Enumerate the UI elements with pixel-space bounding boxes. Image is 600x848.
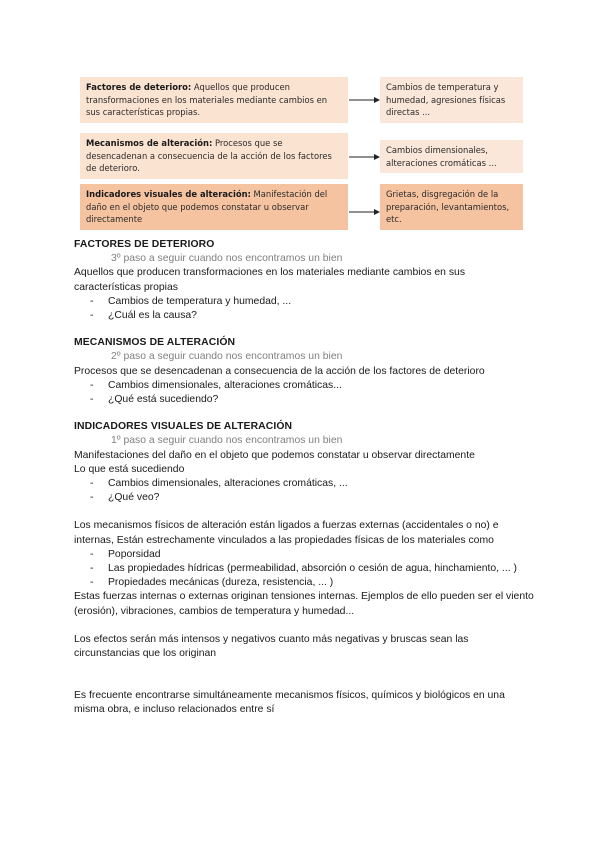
list-item: - Cambios de temperatura y humedad, ... — [74, 295, 534, 309]
list-item: - Cambios dimensionales, alteraciones cromáticas... — [74, 379, 534, 393]
diagram-box-indicadores — [80, 184, 348, 230]
bullet-list-factores — [74, 295, 534, 323]
diagram-definition-factores: Aquellos que producen transformaciones en los materiales mediante cambios en sus características propias. — [86, 82, 328, 118]
bullet-list-mecanismos — [74, 379, 534, 407]
list-item: - ¿Cuál es la causa? — [74, 309, 534, 323]
description-factores: Aquellos que producen transformaciones en los materiales mediante cambios en sus características propias — [74, 267, 466, 293]
paragraph-simultaneos: Es frecuente encontrarse simultáneamente mecanismos físicos, químicos y biológicos en una misma obra, e incluso relacionados entre sí — [74, 690, 505, 716]
diagram-box-mecanismos — [80, 133, 348, 179]
diagram-example-indicadores: Grietas, disgregación de la preparación, levantamientos, etc. — [380, 184, 523, 230]
description-mecanismos: Procesos que se desencadenan a consecuencia de la acción de los factores de deterioro — [74, 365, 485, 377]
description-indicadores: Manifestaciones del daño en el objeto que podemos constatar u observar directamente — [74, 449, 475, 461]
heading-indicadores: INDICADORES VISUALES DE ALTERACIÓN — [74, 421, 293, 433]
list-item: - Cambios dimensionales, alteraciones cromáticas, ... — [74, 477, 534, 491]
list-item: - Propiedades mecánicas (dureza, resistencia, ... ) — [74, 576, 534, 590]
step-note-factores: 3º paso a seguir cuando nos encontramos un bien — [111, 253, 343, 265]
paragraph-mecanismos-fisicos: Los mecanismos físicos de alteración están ligados a fuerzas externas (accidentales o no) e internas, Están estrechamente vinculados a las propiedades físicas de los materiales como — [74, 520, 499, 546]
diagram-term-mecanismos: Mecanismos de alteración: — [86, 138, 213, 148]
arrow-right-icon — [348, 207, 380, 217]
bullet-list-propiedades — [74, 548, 534, 591]
bullet-list-indicadores — [74, 477, 534, 505]
step-note-indicadores: 1º paso a seguir cuando nos encontramos un bien — [111, 435, 343, 447]
arrow-right-icon — [348, 95, 380, 105]
diagram-example-mecanismos: Cambios dimensionales, alteraciones cromáticas ... — [380, 140, 523, 173]
diagram-example-factores: Cambios de temperatura y humedad, agresiones físicas directas ... — [380, 77, 523, 123]
list-item: - ¿Qué veo? — [74, 491, 534, 505]
diagram-box-factores — [80, 77, 348, 123]
diagram-term-indicadores: Indicadores visuales de alteración: — [86, 189, 251, 199]
list-item: - Las propiedades hídricas (permeabilidad, absorción o cesión de agua, hinchamiento, ... ) — [74, 562, 534, 576]
description-indicadores-2: Lo que está sucediendo — [74, 463, 185, 475]
list-item: - Poporsidad — [74, 548, 534, 562]
diagram-definition-mecanismos: Procesos que se desencadenan a consecuencia de la acción de los factores de deterioro. — [86, 138, 332, 174]
paragraph-efectos: Los efectos serán más intensos y negativos cuanto más negativas y bruscas sean las circunstancias que los originan — [74, 633, 469, 660]
list-item: - ¿Qué está sucediendo? — [74, 393, 534, 407]
heading-mecanismos: MECANISMOS DE ALTERACIÓN — [74, 337, 236, 349]
paragraph-fuerzas: Estas fuerzas internas o externas originan tensiones internas. Ejemplos de ello pueden ser el viento (erosión), vibraciones, cambios de temperatura y humedad... — [74, 591, 534, 617]
diagram-term-factores: Factores de deterioro: — [86, 82, 192, 92]
concept-diagram — [0, 0, 600, 240]
document-body — [74, 238, 534, 718]
diagram-definition-indicadores: Manifestación del daño en el objeto que podemos constatar u observar directamente — [86, 189, 328, 225]
heading-factores: FACTORES DE DETERIORO — [74, 239, 215, 250]
step-note-mecanismos: 2º paso a seguir cuando nos encontramos un bien — [111, 351, 343, 363]
arrow-right-icon — [348, 152, 380, 162]
